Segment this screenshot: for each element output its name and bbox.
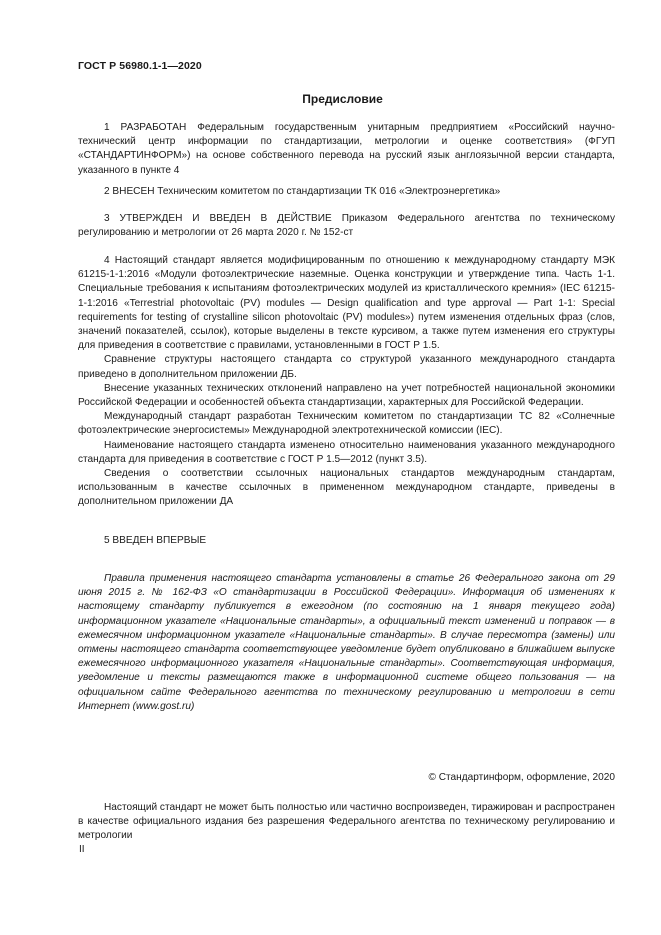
rules-notice-text: Правила применения настоящего стандарта установлены в статье 26 Федерального закона от 29 июня 2015 г. № 162-ФЗ «О стандартизации в Российской Федерации». Информация об изменениях к настоящему стандарту публикуется в ежегодном (по состоянию на 1 января текущего года) информационном указателе «Национальные стандарты», а официальный текст изменений и поправок — в ежемесячном информационном указателе «Национальные стандарты». В случае пересмотра (замены) или отмены настоящего стандарта соответствующее уведомление будет опубликовано в ближайшем выпуске ежемесячного информационного указателя «Национальные стандарты». Соответствующая информация, уведомление и тексты размещаются также в информационной системе общего пользования — на официальном сайте Федерального агентства по техническому регулированию и метрологии в сети Интернет (www.gost.ru) bbox=[78, 573, 615, 712]
section-5-text: 5 ВВЕДЕН ВПЕРВЫЕ bbox=[104, 535, 207, 546]
section-2-text: 2 ВНЕСЕН Техническим комитетом по стандартизации ТК 016 «Электроэнергетика» bbox=[104, 186, 501, 197]
section-4-paragraph: Международный стандарт разработан Техническим комитетом по стандартизации ТС 82 «Солнечные фотоэлектрические энергосистемы» Международной электротехнической комиссии (IEC). bbox=[78, 411, 615, 437]
section-1-text: 1 РАЗРАБОТАН Федеральным государственным унитарным предприятием «Российский научно-технический центр информации по стандартизации, метрологии и оценке соответствия» (ФГУП «СТАНДАРТИНФОРМ») на основе собственного перевода на русский язык англоязычной версии стандарта, указанного в пункте 4 bbox=[78, 122, 615, 176]
section-4-paragraph: 4 Настоящий стандарт является модифицированным по отношению к международному стандарту МЭК 61215-1-1:2016 «Модули фотоэлектрические наземные. Оценка конструкции и утверждение типа. Часть 1-1. Специальные требования к испытаниям фотоэлектрических модулей из кристаллического кремния» (IEC 61215-1-1:2016 «Terrestrial photovoltaic (PV) modules — Design qualification and type approval — Part 1-1: Special requirements for testing of crystalline silicon photovoltaic (PV) modules») путем изменения отдельных фраз (слов, значений показателей, ссылок), которые выделены в тексте курсивом, а также путем изменения его структуры для приведения в соответствие с правилами, установленными в ГОСТ Р 1.5. bbox=[78, 255, 615, 352]
reproduction-notice-text: Настоящий стандарт не может быть полностью или частично воспроизведен, тиражирован и распространен в качестве официального издания без разрешения Федерального агентства по техническому регулированию и метрологии bbox=[78, 802, 615, 842]
page-title: Предисловие bbox=[302, 92, 383, 106]
document-id: ГОСТ Р 56980.1-1—2020 bbox=[78, 60, 202, 72]
reproduction-notice bbox=[78, 801, 615, 844]
page-number: II bbox=[79, 844, 85, 855]
section-1 bbox=[78, 121, 615, 178]
section-5 bbox=[78, 534, 615, 548]
rules-notice bbox=[78, 572, 615, 714]
section-3 bbox=[78, 212, 615, 240]
section-4-paragraph: Наименование настоящего стандарта изменено относительно наименования указанного международного стандарта для приведения в соответствие с ГОСТ Р 1.5—2012 (пункт 3.5). bbox=[78, 439, 615, 465]
section-3-text: 3 УТВЕРЖДЕН И ВВЕДЕН В ДЕЙСТВИЕ Приказом Федерального агентства по техническому регулированию и метрологии от 26 марта 2020 г. № 152-ст bbox=[78, 213, 615, 239]
section-4 bbox=[78, 254, 615, 510]
section-4-paragraph: Сведения о соответствии ссылочных национальных стандартов международным стандартам, использованным в качестве ссылочных в примененном международном стандарте, приведены в дополнительном приложении ДА bbox=[78, 468, 615, 508]
section-4-paragraph: Сравнение структуры настоящего стандарта со структурой указанного международного стандарта приведено в дополнительном приложении ДБ. bbox=[78, 354, 615, 380]
section-4-paragraph: Внесение указанных технических отклонений направлено на учет потребностей национальной экономики Российской Федерации и особенностей объекта стандартизации, характерных для Российской Федерации. bbox=[78, 382, 615, 409]
section-2 bbox=[78, 185, 615, 199]
copyright: © Стандартинформ, оформление, 2020 bbox=[428, 772, 615, 783]
